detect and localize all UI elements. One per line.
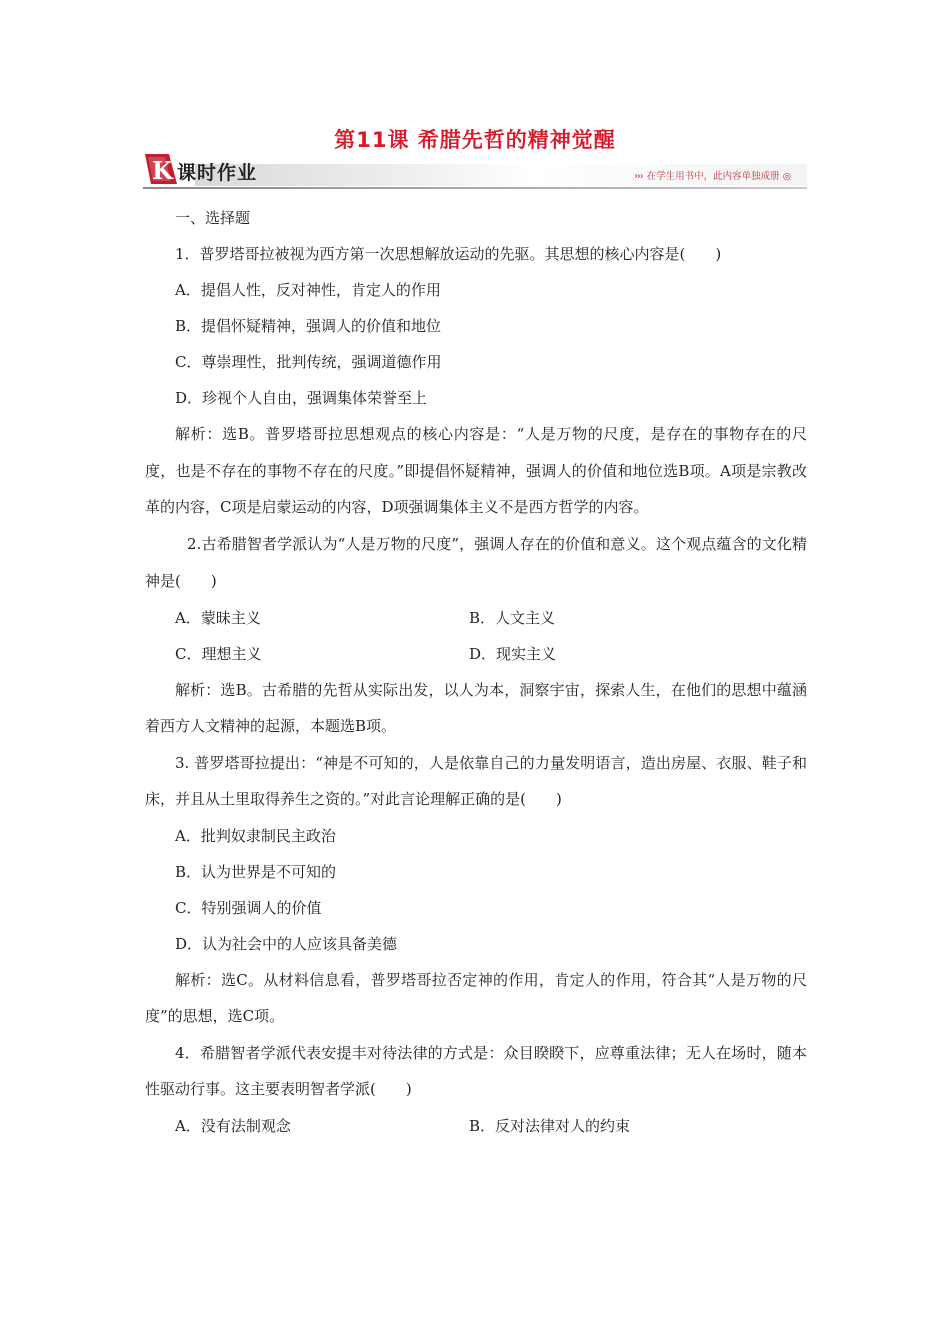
option-c: C．理想主义 bbox=[175, 644, 262, 663]
circle-mark-icon: ◎ bbox=[782, 171, 791, 182]
option-b: B．反对法律对人的约束 bbox=[469, 1116, 631, 1135]
question-4 bbox=[145, 1035, 807, 1144]
option-a: A．没有法制观念 bbox=[175, 1116, 291, 1135]
badge-letter: K bbox=[152, 156, 173, 185]
document-body bbox=[145, 200, 807, 1144]
option-b: B．人文主义 bbox=[469, 608, 556, 627]
option-row bbox=[145, 636, 807, 672]
analysis: 解析：选B。普罗塔哥拉思想观点的核心内容是：“人是万物的尺度，是存在的事物存在的尺度，也是不存在的事物不存在的尺度。”即提倡怀疑精神，强调人的价值和地位选B项。A项是宗教改革的内容，C项是启蒙运动的内容，D项强调集体主义不是西方哲学的内容。 bbox=[145, 425, 807, 516]
option-row bbox=[145, 1108, 807, 1144]
option-c: C．尊崇理性，批判传统，强调道德作用 bbox=[175, 353, 442, 371]
section-banner bbox=[143, 150, 807, 190]
banner-underline bbox=[143, 187, 807, 189]
analysis: 解析：选B。古希腊的先哲从实际出发，以人为本，洞察宇宙，探索人生，在他们的思想中蕴涵着西方人文精神的起源，本题选B项。 bbox=[145, 680, 807, 735]
option-a: A．蒙昧主义 bbox=[175, 608, 261, 627]
section-heading: 一、选择题 bbox=[175, 209, 251, 227]
question-stem: 3. 普罗塔哥拉提出：“神是不可知的，人是依靠自己的力量发明语言，造出房屋、衣服、鞋子和床，并且从土里取得养生之资的。”对此言论理解正确的是( ) bbox=[145, 753, 807, 808]
banner-note bbox=[634, 168, 791, 182]
arrows-icon: ››› bbox=[634, 171, 643, 182]
banner-note-text: 在学生用书中，此内容单独成册 bbox=[646, 171, 780, 182]
question-3 bbox=[145, 745, 807, 1035]
k-badge-icon bbox=[143, 152, 179, 186]
analysis: 解析：选C。从材料信息看，普罗塔哥拉否定神的作用，肯定人的作用，符合其“人是万物的尺度”的思想，选C项。 bbox=[145, 970, 807, 1025]
option-a: A．批判奴隶制民主政治 bbox=[175, 826, 336, 845]
banner-label: 课时作业 bbox=[177, 162, 258, 184]
page-title: 第11课 希腊先哲的精神觉醒 bbox=[334, 128, 616, 152]
option-a: A．提倡人性，反对神性，肯定人的作用 bbox=[175, 281, 441, 299]
option-d: D．现实主义 bbox=[469, 644, 557, 663]
question-stem: 4．希腊智者学派代表安提丰对待法律的方式是：众目睽睽下，应尊重法律；无人在场时，随本性驱动行事。这主要表明智者学派( ) bbox=[145, 1043, 807, 1098]
option-d: D．认为社会中的人应该具备美德 bbox=[175, 934, 398, 953]
question-stem: 2.古希腊智者学派认为“人是万物的尺度”，强调人存在的价值和意义。这个观点蕴含的文化精神是( ) bbox=[145, 534, 807, 590]
option-c: C．特别强调人的价值 bbox=[175, 898, 322, 917]
option-d: D．珍视个人自由，强调集体荣誉至上 bbox=[175, 389, 428, 407]
question-1 bbox=[145, 236, 807, 526]
question-2 bbox=[145, 526, 807, 745]
option-b: B．认为世界是不可知的 bbox=[175, 862, 337, 881]
option-b: B．提倡怀疑精神，强调人的价值和地位 bbox=[175, 317, 442, 335]
option-row bbox=[145, 600, 807, 636]
question-stem: 1．普罗塔哥拉被视为西方第一次思想解放运动的先驱。其思想的核心内容是( ) bbox=[175, 245, 722, 263]
